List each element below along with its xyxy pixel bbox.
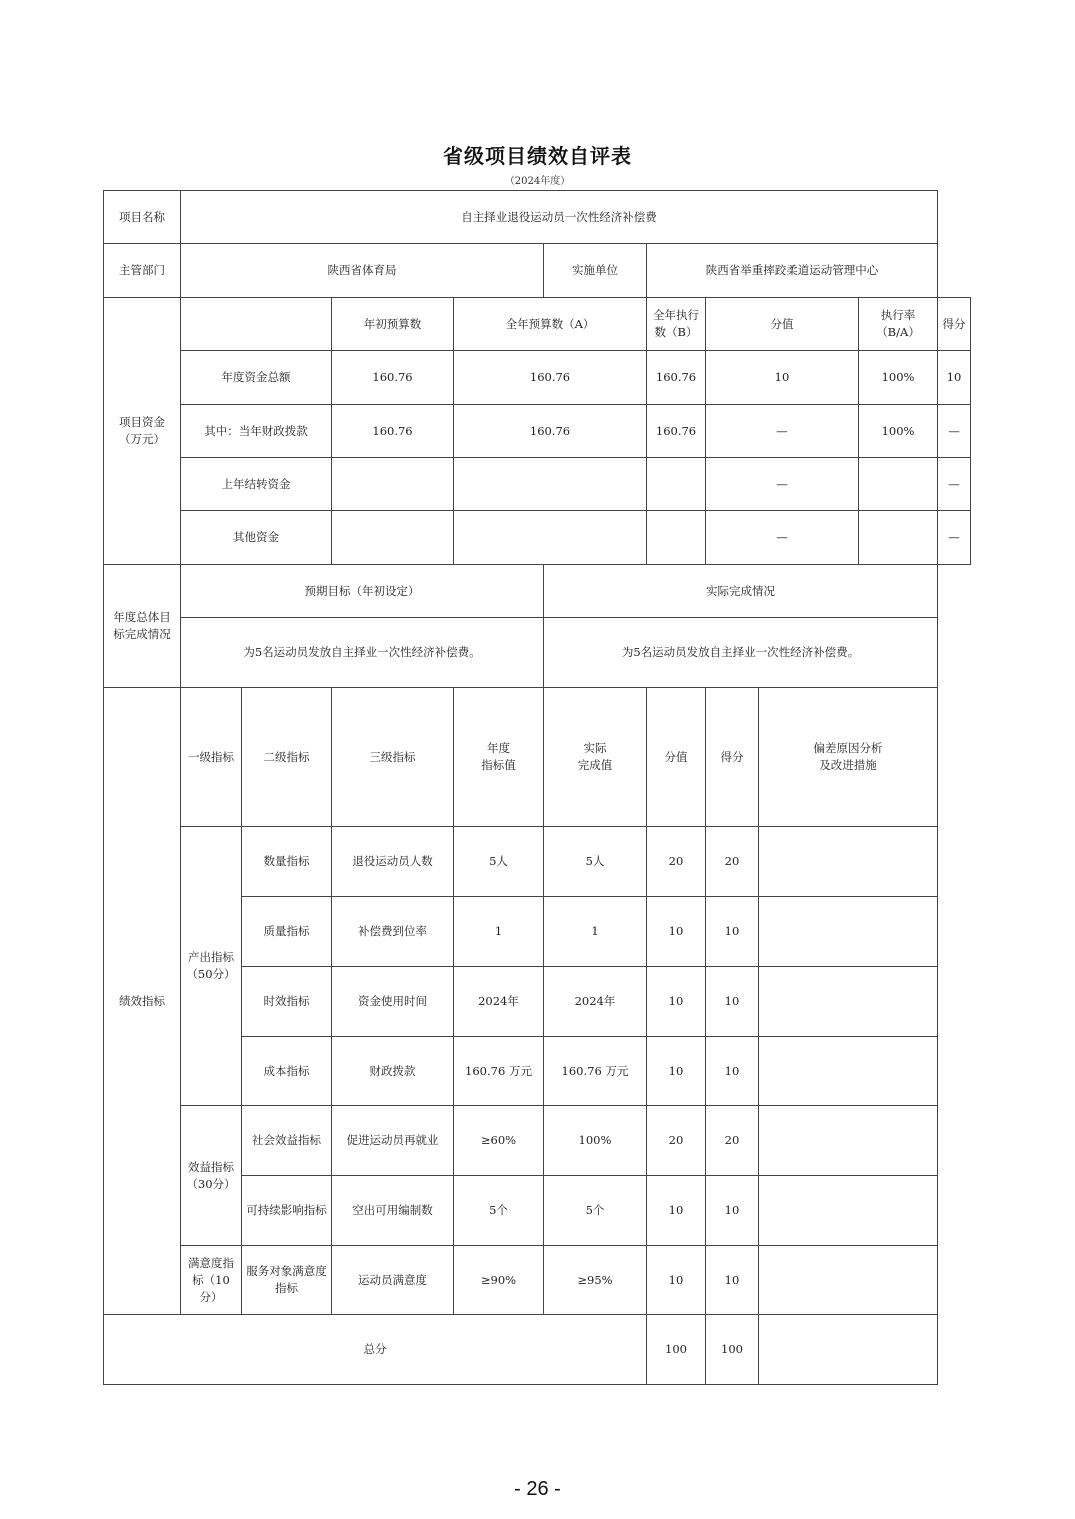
funds-annual <box>454 458 647 511</box>
indicator-score-value: 10 <box>647 1176 706 1246</box>
indicator-target: 1 <box>454 897 544 967</box>
indicator-row <box>104 827 971 897</box>
funds-rate: 100% <box>859 351 938 405</box>
indicator-score: 10 <box>706 1037 759 1106</box>
page-title: 省级项目绩效自评表 <box>443 144 632 168</box>
indicator-actual: 5人 <box>544 827 647 897</box>
indicator-level2: 服务对象满意度指标 <box>242 1246 332 1315</box>
funds-header-executed: 全年执行数（B） <box>647 298 706 351</box>
goals-actual-header: 实际完成情况 <box>544 565 938 618</box>
indicator-level2: 时效指标 <box>242 967 332 1037</box>
goals-expected-text: 为5名运动员发放自主择业一次性经济补偿费。 <box>181 618 544 688</box>
project-name-label: 项目名称 <box>104 191 181 244</box>
funds-header-score: 得分 <box>938 298 971 351</box>
funds-header-initial: 年初预算数 <box>332 298 454 351</box>
indicator-level3: 退役运动员人数 <box>332 827 454 897</box>
total-score: 100 <box>706 1315 759 1385</box>
indicator-level1-satisfaction: 满意度指标（10分） <box>181 1246 242 1315</box>
implementing-unit-value: 陕西省举重摔跤柔道运动管理中心 <box>647 244 938 298</box>
indicator-target: 5人 <box>454 827 544 897</box>
funds-score: — <box>938 511 971 565</box>
indicator-analysis <box>759 1176 938 1246</box>
department-label: 主管部门 <box>104 244 181 298</box>
header-actual: 实际 完成值 <box>544 688 647 827</box>
header-target: 年度 指标值 <box>454 688 544 827</box>
department-row <box>104 244 971 298</box>
funds-annual <box>454 511 647 565</box>
funds-annual: 160.76 <box>454 405 647 458</box>
indicator-actual: 5个 <box>544 1176 647 1246</box>
performance-header-row <box>104 688 971 827</box>
funds-executed <box>647 511 706 565</box>
indicator-row <box>104 1246 971 1315</box>
total-score-value: 100 <box>647 1315 706 1385</box>
goals-actual-text: 为5名运动员发放自主择业一次性经济补偿费。 <box>544 618 938 688</box>
indicator-level3: 促进运动员再就业 <box>332 1106 454 1176</box>
performance-label: 绩效指标 <box>104 688 181 1315</box>
project-name-value: 自主择业退役运动员一次性经济补偿费 <box>181 191 938 244</box>
indicator-actual: ≥95% <box>544 1246 647 1315</box>
indicator-level3: 资金使用时间 <box>332 967 454 1037</box>
goals-expected-header: 预期目标（年初设定） <box>181 565 544 618</box>
funds-executed: 160.76 <box>647 351 706 405</box>
indicator-target: 5个 <box>454 1176 544 1246</box>
funds-row-label: 上年结转资金 <box>181 458 332 511</box>
department-value: 陕西省体育局 <box>181 244 544 298</box>
indicator-level2: 成本指标 <box>242 1037 332 1106</box>
header-level3: 三级指标 <box>332 688 454 827</box>
funds-header-annual: 全年预算数（A） <box>454 298 647 351</box>
header-score-value: 分值 <box>647 688 706 827</box>
header-level2: 二级指标 <box>242 688 332 827</box>
total-analysis <box>759 1315 938 1385</box>
indicator-score-value: 10 <box>647 1246 706 1315</box>
indicator-level1-benefit: 效益指标（30分） <box>181 1106 242 1246</box>
indicator-score-value: 20 <box>647 1106 706 1176</box>
funds-rate <box>859 511 938 565</box>
indicator-score: 20 <box>706 827 759 897</box>
indicator-actual: 2024年 <box>544 967 647 1037</box>
funds-row-label: 其他资金 <box>181 511 332 565</box>
indicator-level1-output: 产出指标（50分） <box>181 827 242 1106</box>
indicator-target: 160.76 万元 <box>454 1037 544 1106</box>
indicator-score: 10 <box>706 967 759 1037</box>
funds-row <box>104 458 971 511</box>
funds-initial <box>332 511 454 565</box>
indicator-score-value: 10 <box>647 897 706 967</box>
indicator-score: 20 <box>706 1106 759 1176</box>
funds-score-value: — <box>706 511 859 565</box>
funds-initial: 160.76 <box>332 351 454 405</box>
total-row <box>104 1315 971 1385</box>
indicator-row <box>104 1106 971 1176</box>
indicator-analysis <box>759 1106 938 1176</box>
funds-score: 10 <box>938 351 971 405</box>
funds-score: — <box>938 405 971 458</box>
funds-initial <box>332 458 454 511</box>
goals-label: 年度总体目标完成情况 <box>104 565 181 688</box>
indicator-level2: 可持续影响指标 <box>242 1176 332 1246</box>
funds-row-label: 年度资金总额 <box>181 351 332 405</box>
indicator-score: 10 <box>706 897 759 967</box>
header-score: 得分 <box>706 688 759 827</box>
funds-score-value: 10 <box>706 351 859 405</box>
funds-header-row <box>104 298 971 351</box>
indicator-actual: 1 <box>544 897 647 967</box>
indicator-analysis <box>759 897 938 967</box>
goals-header-row <box>104 565 971 618</box>
indicator-analysis <box>759 1246 938 1315</box>
indicator-score: 10 <box>706 1176 759 1246</box>
indicator-actual: 100% <box>544 1106 647 1176</box>
funds-executed: 160.76 <box>647 405 706 458</box>
indicator-target: ≥90% <box>454 1246 544 1315</box>
header-analysis: 偏差原因分析 及改进措施 <box>759 688 938 827</box>
indicator-score: 10 <box>706 1246 759 1315</box>
report-year: （2024年度） <box>504 176 571 187</box>
funds-annual: 160.76 <box>454 351 647 405</box>
funds-label: 项目资金（万元） <box>104 298 181 565</box>
indicator-score-value: 20 <box>647 827 706 897</box>
funds-score-value: — <box>706 405 859 458</box>
indicator-target: ≥60% <box>454 1106 544 1176</box>
indicator-level3: 运动员满意度 <box>332 1246 454 1315</box>
funds-row-label: 其中：当年财政拨款 <box>181 405 332 458</box>
funds-header-rate: 执行率（B/A） <box>859 298 938 351</box>
funds-initial: 160.76 <box>332 405 454 458</box>
funds-score-value: — <box>706 458 859 511</box>
indicator-level3: 财政拨款 <box>332 1037 454 1106</box>
funds-executed <box>647 458 706 511</box>
funds-header-score-value: 分值 <box>706 298 859 351</box>
funds-row <box>104 511 971 565</box>
funds-row <box>104 405 971 458</box>
indicator-analysis <box>759 1037 938 1106</box>
funds-header-blank <box>181 298 332 351</box>
goals-content-row <box>104 618 971 688</box>
implementing-unit-label: 实施单位 <box>544 244 647 298</box>
indicator-analysis <box>759 967 938 1037</box>
funds-rate: 100% <box>859 405 938 458</box>
indicator-score-value: 10 <box>647 1037 706 1106</box>
project-name-row <box>104 191 971 244</box>
funds-score: — <box>938 458 971 511</box>
indicator-level3: 空出可用编制数 <box>332 1176 454 1246</box>
total-label: 总分 <box>104 1315 647 1385</box>
indicator-level2: 社会效益指标 <box>242 1106 332 1176</box>
indicator-target: 2024年 <box>454 967 544 1037</box>
indicator-level3: 补偿费到位率 <box>332 897 454 967</box>
page-number: - 26 - <box>514 1478 561 1500</box>
funds-rate <box>859 458 938 511</box>
funds-row <box>104 351 971 405</box>
indicator-actual: 160.76 万元 <box>544 1037 647 1106</box>
self-evaluation-table <box>103 190 971 1385</box>
header-level1: 一级指标 <box>181 688 242 827</box>
indicator-level2: 质量指标 <box>242 897 332 967</box>
indicator-level2: 数量指标 <box>242 827 332 897</box>
indicator-analysis <box>759 827 938 897</box>
indicator-score-value: 10 <box>647 967 706 1037</box>
